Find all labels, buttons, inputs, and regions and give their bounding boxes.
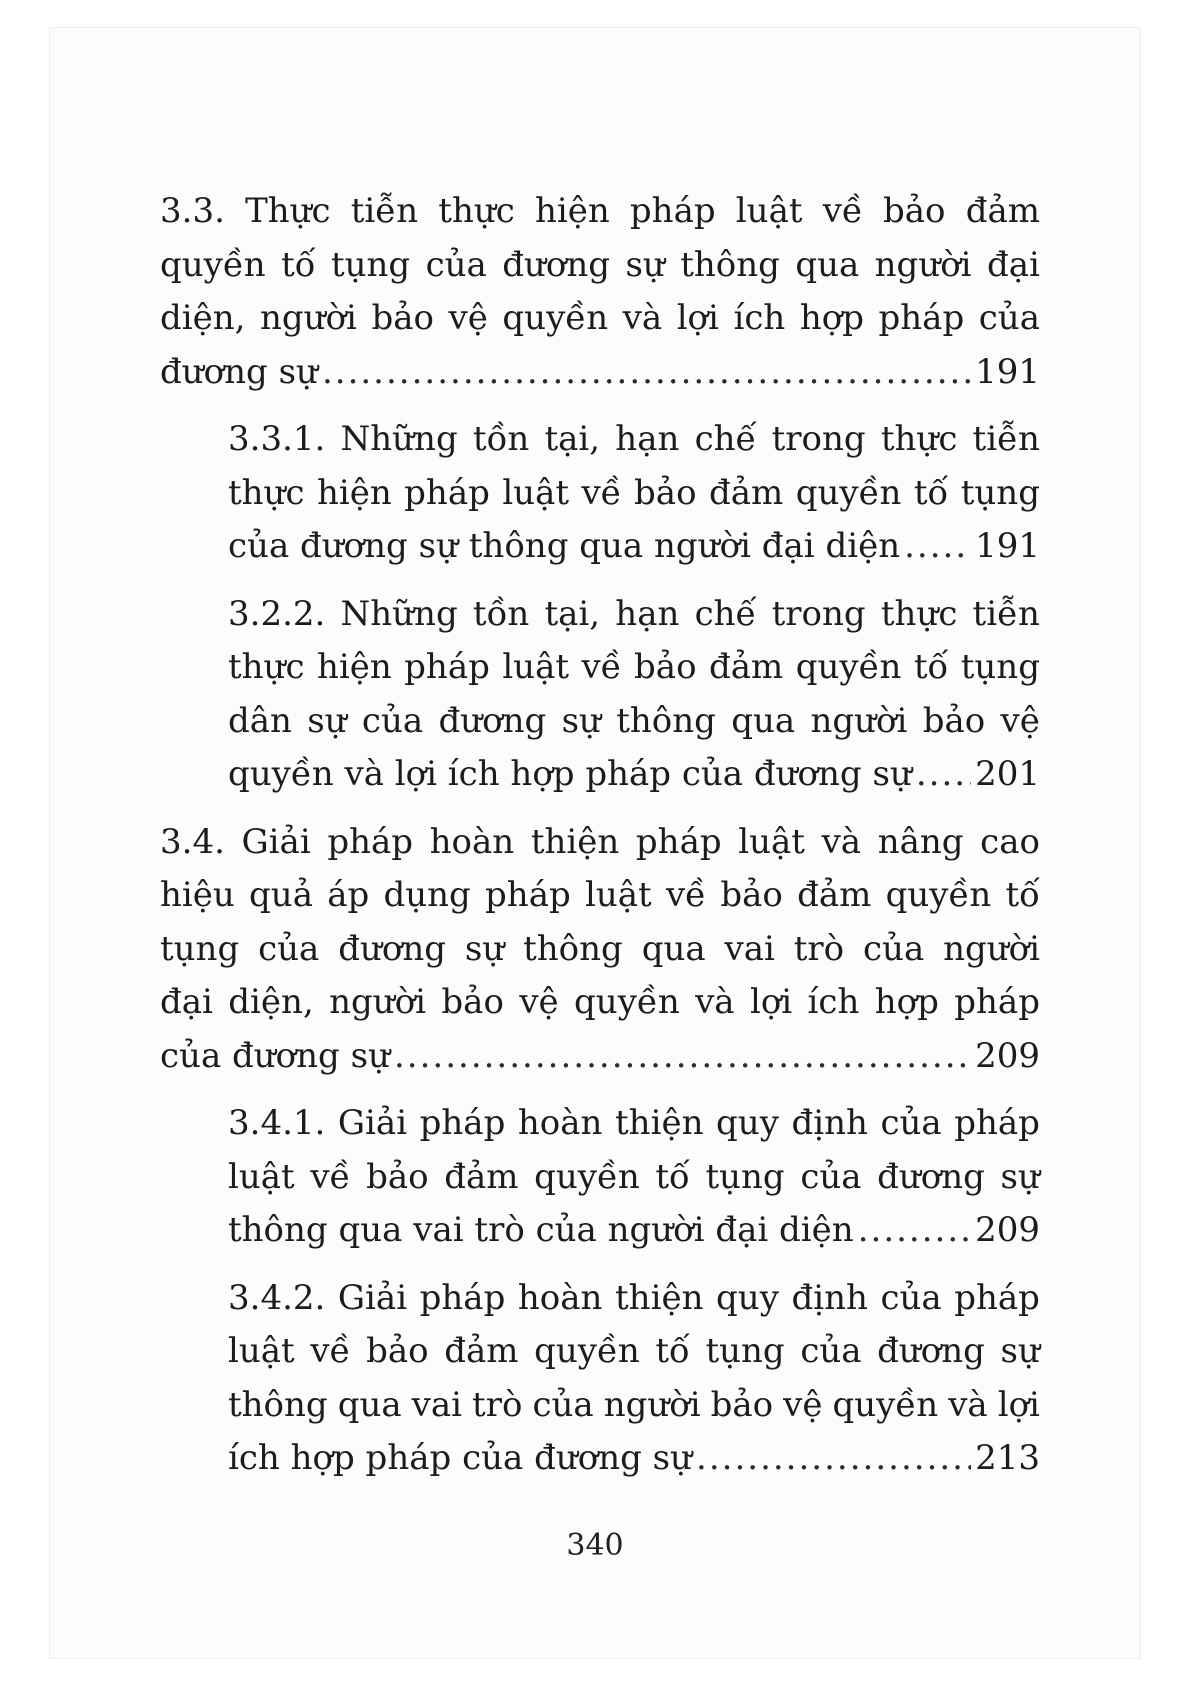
toc-word: hiện [534, 191, 610, 231]
toc-word: bảo [371, 298, 434, 338]
toc-word: Những [340, 593, 458, 634]
toc-entry-last-line [160, 1030, 1040, 1084]
dot-leader [916, 748, 971, 802]
dot-leader [904, 520, 971, 574]
toc-word: pháp [635, 821, 722, 862]
toc-page-number: 213 [975, 1438, 1040, 1478]
toc-word: đại [986, 244, 1040, 285]
toc-word: đương [502, 244, 611, 285]
toc-entry-text: của đương sự [160, 1035, 390, 1076]
toc-word: về [581, 647, 622, 687]
toc-word: tồn [472, 419, 530, 459]
toc-entry-line [160, 185, 1040, 239]
toc-word: đảm [709, 647, 784, 687]
toc-entry-text: đương sự [160, 351, 318, 392]
toc-word: về [581, 472, 622, 513]
toc-word: tại, [544, 419, 601, 459]
toc-page-number: 209 [975, 1035, 1040, 1076]
page-number: 340 [566, 1528, 624, 1563]
toc-word: hoàn [429, 821, 515, 862]
toc-entry-line [228, 1272, 1040, 1326]
toc-word: bảo [634, 647, 697, 687]
toc-word: 3.2.2. [228, 593, 326, 634]
toc-word: trò [472, 1384, 523, 1425]
toc-word: quy [716, 1277, 779, 1318]
toc-entry-text: quyền và lợi ích hợp pháp của đương sự [228, 754, 912, 794]
toc-word: vệ [1000, 700, 1040, 741]
toc-entry-line [228, 1325, 1040, 1379]
toc-word: hiện [316, 472, 392, 513]
toc-word: hoàn [517, 1277, 603, 1318]
toc-page-number: 191 [975, 351, 1040, 392]
toc-word: 3.3.1. [228, 419, 326, 459]
toc-word: pháp [954, 982, 1040, 1022]
toc-word: quyền [885, 875, 992, 915]
toc-word: của [361, 700, 424, 741]
toc-entry-line [228, 1379, 1040, 1433]
toc-word: luật [584, 875, 652, 915]
toc-word: tụng [160, 928, 240, 969]
toc-word: bảo [720, 875, 783, 915]
toc-entry [160, 816, 1040, 1084]
toc-entry [160, 185, 1040, 399]
toc-word: hạn [615, 419, 680, 459]
toc-word: quyền [502, 298, 609, 338]
dot-leader [858, 1204, 971, 1258]
toc-word: luật [228, 1331, 295, 1371]
toc-word: sự [561, 700, 601, 741]
toc-word: qua [641, 928, 706, 969]
toc-word: diện, [228, 982, 314, 1022]
toc-word: thiện [615, 1103, 704, 1143]
toc-word: áp [327, 875, 370, 915]
toc-word: tố [913, 647, 949, 687]
toc-entry [228, 1272, 1040, 1486]
toc-word: sự [625, 244, 665, 285]
toc-entry-line [228, 1097, 1040, 1151]
toc-entry-line [228, 641, 1040, 695]
toc-word: vai [724, 928, 775, 969]
toc-word: của [863, 928, 925, 969]
toc-word: ích [807, 982, 860, 1022]
toc-word: tố [655, 1156, 690, 1197]
toc-word: quyền [534, 1331, 640, 1371]
toc-word: của [800, 1156, 862, 1197]
toc-entry-line [160, 239, 1040, 293]
toc-word: thực [228, 472, 305, 513]
toc-word: lợi [676, 298, 719, 338]
toc-entry-line [228, 413, 1040, 467]
toc-word: bảo [883, 191, 946, 231]
toc-word: và [695, 982, 735, 1022]
toc-word: hợp [799, 298, 864, 338]
toc-word: pháp [485, 875, 571, 915]
toc-word: diện, [160, 298, 246, 338]
toc-word: người [874, 244, 972, 285]
toc-word: hoàn [517, 1103, 603, 1143]
toc-word: qua [795, 244, 860, 285]
toc-entry-last-line [228, 520, 1040, 574]
toc-word: 3.4.2. [228, 1277, 326, 1318]
toc-word: thông [228, 1384, 328, 1425]
toc-word: về [822, 191, 863, 231]
toc-word: Giải [241, 821, 311, 862]
table-of-contents [160, 185, 1040, 1500]
toc-word: thiện [530, 821, 620, 862]
toc-word: quyền [160, 244, 266, 285]
toc-word: đảm [444, 1156, 519, 1197]
toc-word: tụng [705, 1156, 785, 1197]
toc-word: của [880, 1277, 942, 1318]
toc-word: người [943, 928, 1040, 969]
toc-word: đương [877, 1156, 985, 1197]
toc-entry-last-line [228, 1432, 1040, 1486]
toc-word: hiện [316, 647, 392, 687]
toc-word: tiễn [972, 419, 1040, 459]
toc-word: trò [793, 928, 845, 969]
toc-word: tụng [960, 472, 1040, 513]
toc-entry-line [228, 467, 1040, 521]
toc-word: pháp [954, 1277, 1040, 1318]
toc-word: dụng [383, 875, 471, 915]
toc-word: vai [411, 1384, 463, 1425]
toc-word: luật [502, 647, 570, 687]
toc-word: 3.4.1. [228, 1103, 326, 1143]
toc-word: tụng [705, 1331, 785, 1371]
toc-word: định [791, 1103, 868, 1143]
toc-word: nâng [877, 821, 964, 862]
toc-page-number: 209 [975, 1210, 1040, 1250]
toc-word: tố [281, 244, 316, 285]
toc-word: pháp [419, 1103, 506, 1143]
toc-word: hiệu [160, 875, 235, 915]
toc-word: tồn [472, 593, 530, 634]
toc-entry-last-line [160, 346, 1040, 400]
toc-word: Thực [245, 191, 331, 231]
toc-word: người [329, 982, 427, 1022]
toc-word: sự [464, 928, 505, 969]
toc-word: sự [307, 700, 347, 741]
toc-word: và [821, 821, 862, 862]
toc-word: đương [877, 1331, 985, 1371]
toc-word: về [665, 875, 707, 915]
toc-entry [228, 1097, 1040, 1258]
toc-word: vệ [783, 1384, 823, 1425]
toc-word: qua [731, 700, 796, 741]
toc-word: bảo [634, 472, 697, 513]
toc-word: pháp [878, 298, 965, 338]
toc-word: hợp [874, 982, 939, 1022]
toc-word: Giải [337, 1103, 408, 1143]
toc-word: luật [228, 1156, 295, 1197]
toc-word: lợi [749, 982, 793, 1022]
toc-word: quyền [795, 647, 902, 687]
toc-word: quy [716, 1103, 779, 1143]
toc-word: đảm [797, 875, 872, 915]
toc-word: tố [655, 1331, 690, 1371]
toc-word: pháp [629, 191, 716, 231]
toc-page-number: 191 [975, 526, 1040, 566]
toc-word: pháp [404, 472, 490, 513]
toc-word: của [978, 298, 1040, 338]
toc-word: đương [438, 700, 547, 741]
toc-entry-line [160, 923, 1040, 977]
toc-word: đảm [965, 191, 1040, 231]
toc-word: và [948, 1384, 988, 1425]
toc-word: thực [438, 191, 515, 231]
toc-word: trong [771, 419, 866, 459]
toc-word: sự [1000, 1156, 1040, 1197]
toc-word: pháp [954, 1103, 1040, 1143]
toc-word: bảo [922, 700, 986, 741]
toc-word: pháp [419, 1277, 506, 1318]
toc-entry-line [228, 588, 1040, 642]
toc-word: hạn [615, 593, 680, 634]
toc-word: về [310, 1156, 351, 1197]
toc-word: chế [694, 419, 757, 459]
toc-word: tố [1005, 875, 1040, 915]
toc-entry-line [160, 292, 1040, 346]
toc-word: quyền [534, 1156, 640, 1197]
toc-word: quả [249, 875, 313, 915]
toc-word: của [532, 1384, 594, 1425]
toc-word: tụng [330, 244, 411, 285]
toc-word: dân [228, 700, 292, 741]
toc-word: bảo [366, 1331, 429, 1371]
toc-word: và [622, 298, 663, 338]
toc-word: Những [340, 419, 458, 459]
toc-word: sự [1000, 1331, 1040, 1371]
toc-word: tại, [544, 593, 601, 634]
toc-entry-line [160, 816, 1040, 870]
toc-word: luật [735, 191, 803, 231]
toc-word: ích [733, 298, 786, 338]
toc-word: bảo [366, 1156, 429, 1197]
toc-word: thiện [615, 1277, 704, 1318]
toc-entry [228, 588, 1040, 802]
dot-leader [394, 1030, 971, 1084]
toc-word: thông [680, 244, 780, 285]
toc-word: pháp [327, 821, 414, 862]
toc-entry-line [228, 1151, 1040, 1205]
toc-word: người [810, 700, 908, 741]
toc-word: người [603, 1384, 701, 1425]
toc-word: 3.4. [160, 821, 225, 862]
toc-entry-line [228, 695, 1040, 749]
dot-leader [322, 346, 971, 400]
toc-word: vệ [519, 982, 559, 1022]
toc-word: luật [738, 821, 805, 862]
toc-entry-line [160, 976, 1040, 1030]
toc-word: đảm [444, 1331, 519, 1371]
toc-word: thông [523, 928, 623, 969]
toc-word: qua [337, 1384, 402, 1425]
toc-word: cao [980, 821, 1040, 862]
toc-entry-text: thông qua vai trò của người đại diện [228, 1210, 854, 1250]
toc-word: tụng [960, 647, 1040, 687]
toc-word: của [800, 1331, 862, 1371]
toc-word: tiễn [972, 593, 1040, 634]
toc-word: quyền [795, 472, 902, 513]
toc-word: về [310, 1331, 351, 1371]
toc-word: pháp [404, 647, 490, 687]
toc-word: vệ [448, 298, 488, 338]
toc-page-number: 201 [975, 754, 1040, 794]
toc-word: tiễn [350, 191, 419, 231]
dot-leader [696, 1432, 971, 1486]
toc-entry-text: ích hợp pháp của đương sự [228, 1438, 693, 1478]
toc-word: luật [502, 472, 570, 513]
toc-entry-last-line [228, 748, 1040, 802]
toc-entry [228, 413, 1040, 574]
toc-word: thực [880, 419, 958, 459]
toc-word: đại [160, 982, 213, 1022]
toc-word: chế [694, 593, 757, 634]
toc-word: lợi [997, 1384, 1040, 1425]
toc-word: định [791, 1277, 868, 1318]
toc-word: thực [228, 647, 305, 687]
toc-word: quyền [574, 982, 680, 1022]
toc-word: Giải [337, 1277, 408, 1318]
toc-word: của [258, 928, 320, 969]
toc-word: thực [880, 593, 958, 634]
toc-word: của [880, 1103, 942, 1143]
toc-word: tố [913, 472, 949, 513]
toc-word: 3.3. [160, 191, 225, 231]
toc-word: bảo [441, 982, 504, 1022]
toc-word: đương [338, 928, 446, 969]
toc-word: đảm [709, 472, 784, 513]
toc-word: bảo [710, 1384, 774, 1425]
toc-word: thông [616, 700, 716, 741]
toc-word: người [260, 298, 357, 338]
toc-word: trong [771, 593, 866, 634]
toc-word: của [425, 244, 487, 285]
toc-entry-last-line [228, 1204, 1040, 1258]
toc-word: quyền [832, 1384, 939, 1425]
toc-entry-text: của đương sự thông qua người đại diện [228, 526, 901, 566]
toc-entry-line [160, 869, 1040, 923]
